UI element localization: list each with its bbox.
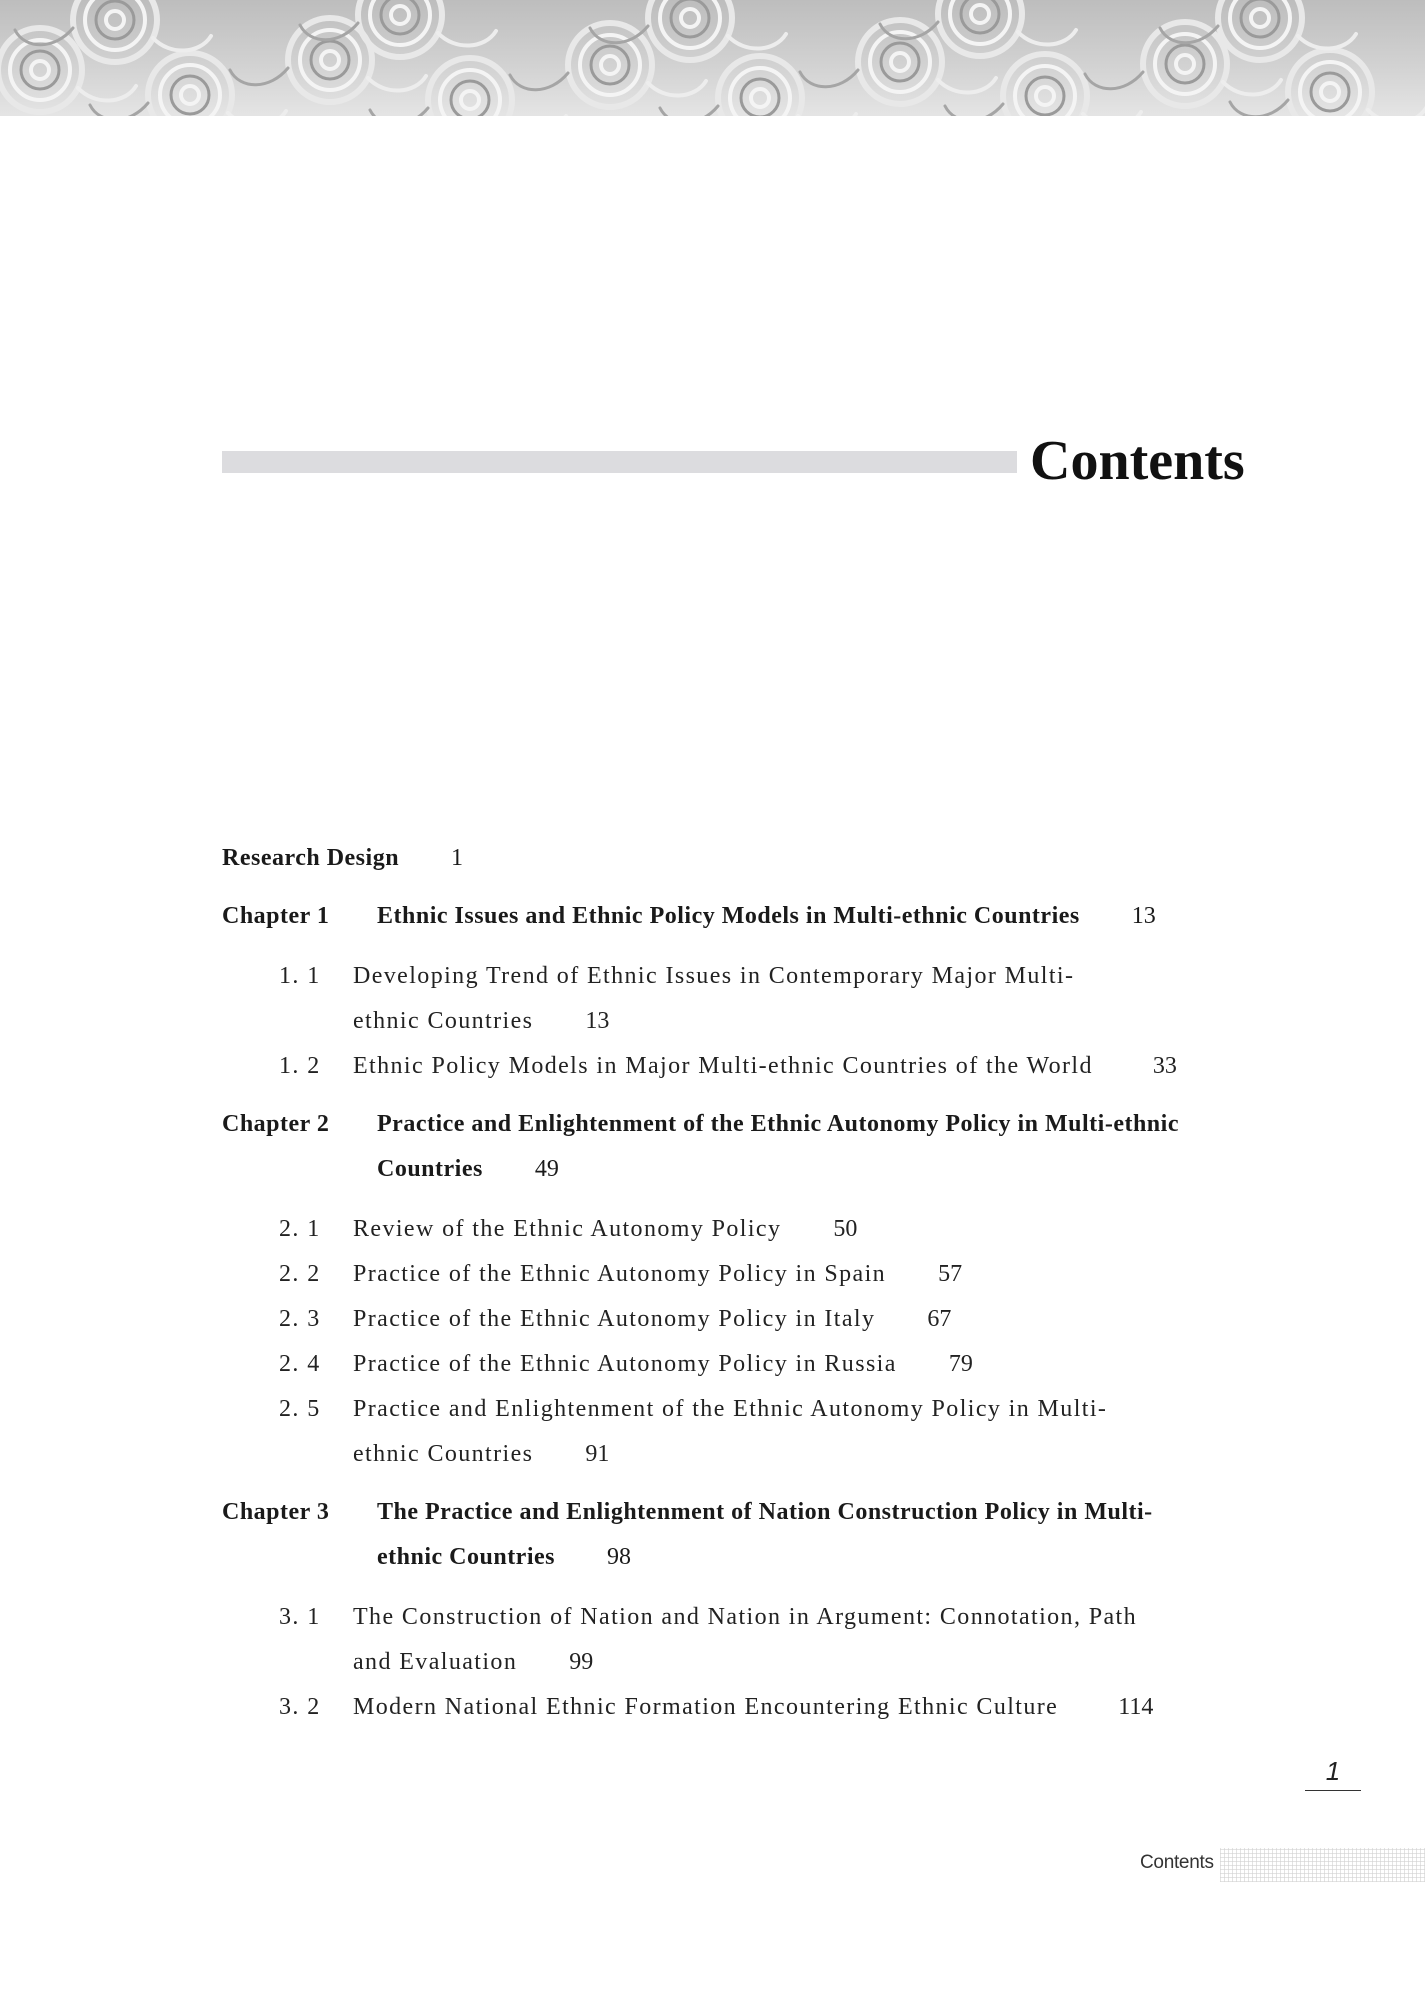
toc-page-number: 98	[607, 1544, 631, 1570]
section-number: 1. 1	[279, 963, 321, 989]
page-title: Contents	[1030, 430, 1245, 492]
section-title: Practice of the Ethnic Autonomy Policy in Russia	[353, 1351, 897, 1377]
section-number: 1. 2	[279, 1053, 321, 1079]
section-title: Practice of the Ethnic Autonomy Policy in Italy	[353, 1306, 876, 1332]
toc-section-2-5[interactable]	[222, 1387, 1242, 1477]
footer-dot-pattern	[1220, 1848, 1425, 1882]
chapter-title: The Practice and Enlightenment of Nation Construction Policy in Multi-ethnic Countries	[377, 1499, 1153, 1570]
section-number: 3. 2	[279, 1694, 321, 1720]
section-number: 2. 3	[279, 1306, 321, 1332]
toc-section-2-4[interactable]	[222, 1342, 1242, 1387]
toc-section-2-2[interactable]	[222, 1252, 1242, 1297]
toc-chapter-3[interactable]	[222, 1490, 1242, 1580]
section-title: The Construction of Nation and Nation in Argument: Connotation, Path and Evaluation	[353, 1604, 1138, 1675]
section-number: 2. 2	[279, 1261, 321, 1287]
section-title: Ethnic Policy Models in Major Multi-ethnic Countries of the World	[353, 1053, 1093, 1079]
toc-page-number: 50	[833, 1216, 858, 1242]
page-number: 1	[1305, 1756, 1361, 1791]
decorative-cloud-banner	[0, 0, 1425, 120]
chapter-number: Chapter 3	[222, 1499, 330, 1525]
section-number: 2. 5	[279, 1396, 321, 1422]
toc-page-number: 13	[1131, 903, 1156, 929]
section-title: Modern National Ethnic Formation Encountering Ethnic Culture	[353, 1694, 1059, 1720]
table-of-contents	[222, 836, 1242, 1730]
chapter-title: Practice and Enlightenment of the Ethnic Autonomy Policy in Multi-ethnic Countries	[377, 1111, 1179, 1182]
toc-page-number: 33	[1152, 1053, 1177, 1079]
toc-chapter-2[interactable]	[222, 1102, 1242, 1192]
toc-section-3-2[interactable]	[222, 1685, 1242, 1730]
toc-entry-title: Research Design	[222, 845, 400, 871]
toc-page-number: 79	[948, 1351, 973, 1377]
toc-chapter-1[interactable]	[222, 894, 1242, 939]
toc-section-3-1[interactable]	[222, 1595, 1242, 1685]
toc-page-number: 57	[938, 1261, 963, 1287]
toc-page-number: 67	[927, 1306, 952, 1332]
section-title: Practice of the Ethnic Autonomy Policy in Spain	[353, 1261, 887, 1287]
title-rule	[222, 451, 1017, 473]
section-number: 3. 1	[279, 1604, 321, 1630]
section-title: Review of the Ethnic Autonomy Policy	[353, 1216, 782, 1242]
section-title: Practice and Enlightenment of the Ethnic Autonomy Policy in Multi-ethnic Countries	[353, 1396, 1108, 1467]
toc-page-number: 1	[451, 845, 464, 871]
toc-section-2-3[interactable]	[222, 1297, 1242, 1342]
chapter-number: Chapter 2	[222, 1111, 330, 1137]
toc-page-number: 91	[585, 1441, 610, 1467]
toc-section-2-1[interactable]	[222, 1207, 1242, 1252]
toc-research-design[interactable]	[222, 836, 1242, 881]
footer-section-label: Contents	[1140, 1852, 1214, 1873]
section-number: 2. 4	[279, 1351, 321, 1377]
toc-section-1-2[interactable]	[222, 1044, 1242, 1089]
toc-page-number: 114	[1118, 1694, 1154, 1720]
chapter-number: Chapter 1	[222, 903, 330, 929]
section-title: Developing Trend of Ethnic Issues in Contemporary Major Multi-ethnic Countries	[353, 963, 1075, 1034]
toc-page-number: 99	[569, 1649, 594, 1675]
toc-section-1-1[interactable]	[222, 954, 1242, 1044]
chapter-title: Ethnic Issues and Ethnic Policy Models in Multi-ethnic Countries	[377, 903, 1080, 929]
section-number: 2. 1	[279, 1216, 321, 1242]
toc-page-number: 49	[534, 1156, 559, 1182]
toc-page-number: 13	[585, 1008, 610, 1034]
